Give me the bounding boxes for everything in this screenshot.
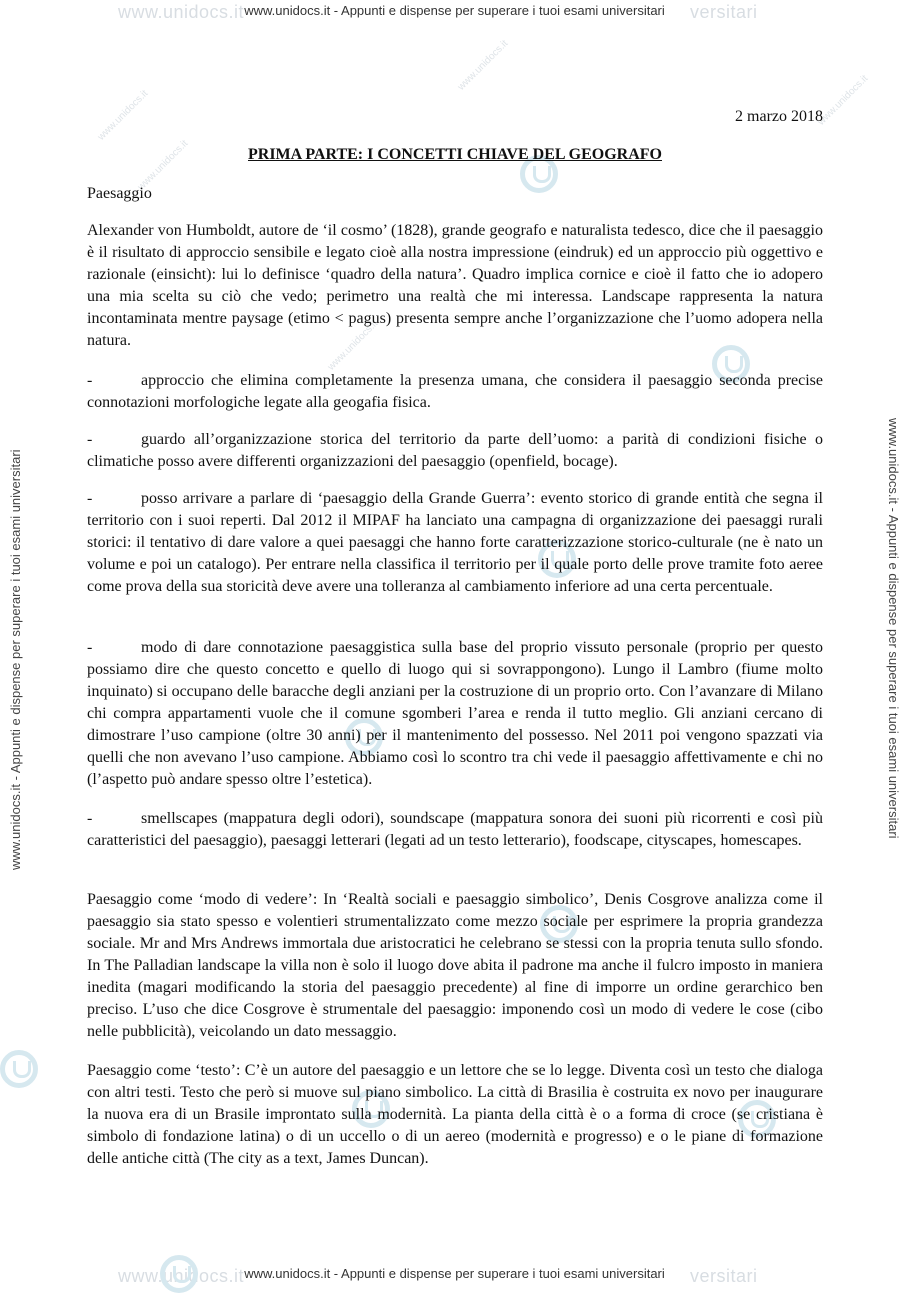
bullet-marker: - (87, 639, 93, 656)
section-heading: Paesaggio (87, 185, 152, 202)
bullet-text: posso arrivare a parlare di ‘paesaggio della Grande Guerra’: evento storico di grande entità che segna il territorio con i suoi reperti. Dal 2012 il MIPAF ha lanciato una campagna di organizzazione dei paesaggi rurali storici: il tentativo di dare valore a quei paesaggi che hanno forte caratterizzazione storico-culturale (ne è nato un volume e poi un catalogo). Per entrare nella classifica il territorio per il quale porto delle prove tramite foto aeree come prova della sua storicità deve avere una tolleranza al cambiamento inferiore ad una certa percentuale. (87, 490, 823, 595)
bullet-text: smellscapes (mappatura degli odori), soundscape (mappatura sonora dei suoni più ricorrenti e così più caratteristici del paesaggio), paesaggi letterari (legati ad un testo letterario), foodscape, cityscapes, homescapes. (87, 810, 823, 849)
paragraph: Paesaggio come ‘testo’: C’è un autore del paesaggio e un lettore che se lo legge. Diventa così un testo che dialoga con altri testi. Testo che però si muove sul piano simbolico. La città di Brasilia è costruita ex novo per inaugurare la nuova era di un Brasile improntato sulla modernità. La pianta della città è o a forma di croce (se cristiana è simbolo di fondazione latina) o di un uccello o di un aereo (modernità e progresso) e o le piane di formazione delle antiche città (The city as a text, James Duncan). (87, 1062, 823, 1167)
bullet-item (87, 637, 823, 791)
bullet-marker: - (87, 372, 93, 389)
bullet-text: approccio che elimina completamente la presenza umana, che considera il paesaggio seconda precise connotazioni morfologiche legate alla geogafia fisica. (87, 372, 823, 411)
document-date: 2 marzo 2018 (735, 108, 823, 125)
bullet-marker: - (87, 431, 93, 448)
bullet-item (87, 370, 823, 414)
watermark-diagonal-text: www.unidocs.it (815, 73, 871, 128)
watermark-side-right: www.unidocs.it - Appunti e dispense per superare i tuoi esami universitari (886, 418, 901, 839)
watermark-ghost-text-bottom-right: versitari (690, 1266, 758, 1286)
watermark-top: www.unidocs.it - Appunti e dispense per superare i tuoi esami universitari (244, 3, 665, 18)
bullet-item (87, 808, 823, 852)
bullet-text: guardo all’organizzazione storica del territorio da parte dell’uomo: a parità di condizioni fisiche o climatiche posso avere differenti organizzazioni del paesaggio (openfield, bocage). (87, 431, 823, 470)
watermark-diagonal-text: www.unidocs.it (135, 138, 191, 193)
watermark-bottom: www.unidocs.it - Appunti e dispense per superare i tuoi esami universitari (244, 1266, 665, 1281)
bullet-text: modo di dare connotazione paesaggistica sulla base del proprio vissuto personale (proprio per questo possiamo dire che questo concetto e quello di luogo qui si sovrappongono). Lungo il Lambro (fiume molto inquinato) si occupano delle baracche degli anziani per la costruzione di un proprio orto. Con l’avanzare di Milano chi compra appartamenti vuole che il comune sgomberi l’area e renda il tutto meglio. Gli anziani cercano di dimostrare l’uso campione (oltre 30 anni) per il mantenimento del possesso. Nel 2011 poi vengono spazzati via quelli che non avevano l’uso campione. Abbiamo così lo scontro tra chi vede il paesaggio affettivamente e chi no (l’aspetto può andare spesso oltre l’estetica). (87, 639, 823, 788)
paragraph: Alexander von Humboldt, autore de ‘il cosmo’ (1828), grande geografo e naturalista tedesco, dice che il paesaggio è il risultato di approccio sensibile e legato cioè alla nostra impressione (eindruk) ed un approccio più oggettivo e razionale (einsicht): lui lo definisce ‘quadro della natura’. Quadro implica cornice e cioè il fatto che io adopero una mia scelta su ciò che vedo; perimetro una realtà che mi interessa. Landscape rappresenta la natura incontaminata mentre paysage (etimo < pagus) presenta sempre anche l’organizzazione che l’uomo adopera nella natura. (87, 222, 823, 349)
paragraph: Paesaggio come ‘modo di vedere’: In ‘Realtà sociali e paesaggio simbolico’, Denis Cosgrove analizza come il paesaggio sia stato spesso e volentieri strumentalizzato come mezzo sociale per esprimere la propria grandezza sociale. Mr and Mrs Andrews immortala due aristocratici he celebrano se stessi con la propria tenuta sullo sfondo. In The Palladian landscape la villa non è solo il luogo dove abita il padrone ma anche il fulcro imposto in maniera inedita (magari modificando la storia del paesaggio precedente) al fine di imporre un ordine gerarchico ben preciso. L’uso che dice Cosgrove è strumentale del paesaggio: imponendo così un modo di vedere le cose (cibo nelle pubblicità), veicolando un dato messaggio. (87, 891, 823, 1040)
watermark-diagonal-text: www.unidocs.it (455, 38, 511, 93)
watermark-diagonal-text: www.unidocs.it (95, 88, 151, 143)
unidocs-logo-icon (160, 1255, 198, 1293)
watermark-ghost-text-right: versitari (690, 2, 758, 22)
document-title: PRIMA PARTE: I CONCETTI CHIAVE DEL GEOGRAFO (247, 146, 662, 163)
bullet-item (87, 488, 823, 598)
watermark-ghost-text-left: www.unidocs.it (118, 2, 245, 22)
bullet-marker: - (87, 810, 93, 827)
bullet-marker: - (87, 490, 93, 507)
watermark-diagonal-text: www.unidocs.it (325, 318, 381, 373)
watermark-ghost-text-bottom-left: www.unidocs.it (118, 1266, 245, 1286)
watermark-side-left: www.unidocs.it - Appunti e dispense per superare i tuoi esami universitari (8, 449, 23, 870)
bullet-item (87, 429, 823, 473)
unidocs-logo-icon (0, 1050, 38, 1088)
